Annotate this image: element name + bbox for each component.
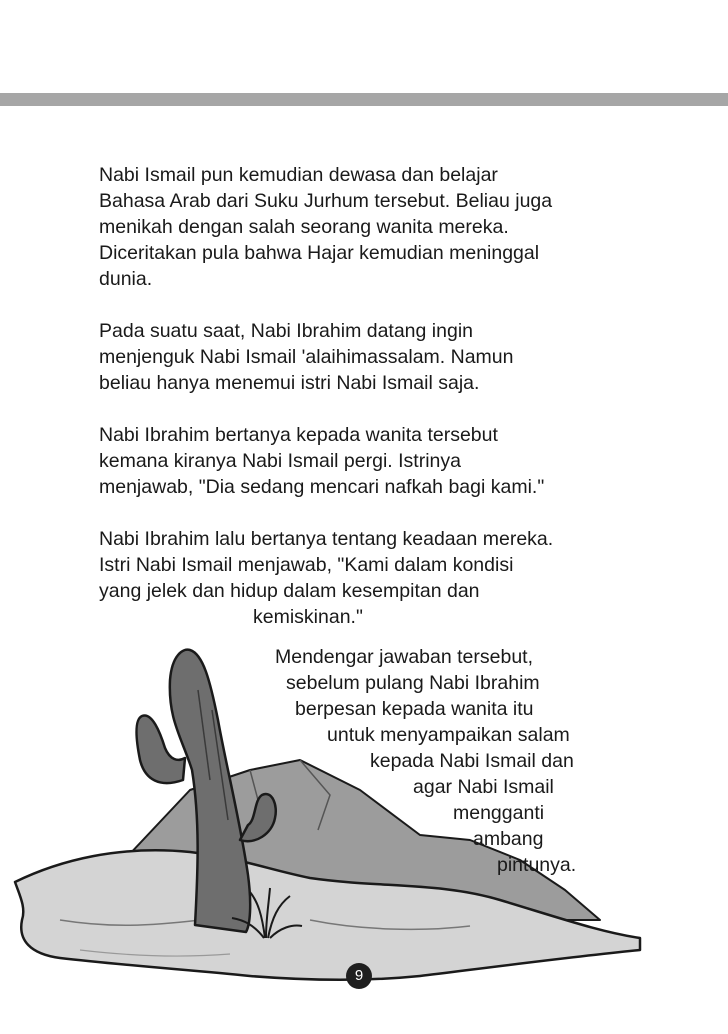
stagger-line: berpesan kepada wanita itu (295, 698, 534, 720)
page-number: 9 (346, 963, 372, 989)
stagger-line: pintunya. (497, 854, 577, 876)
paragraph-line: dunia. (99, 268, 153, 290)
paragraph-line: kemana kiranya Nabi Ismail pergi. Istrinya (99, 450, 461, 472)
paragraph-line: Diceritakan pula bahwa Hajar kemudian meninggal (99, 242, 540, 264)
paragraph-2 (99, 318, 659, 396)
stagger-line: untuk menyampaikan salam (327, 724, 570, 746)
paragraph-line: Nabi Ismail pun kemudian dewasa dan belajar (99, 164, 498, 186)
stagger-line: sebelum pulang Nabi Ibrahim (286, 672, 540, 694)
paragraph-line: yang jelek dan hidup dalam kesempitan dan (99, 580, 480, 602)
story-text (99, 162, 659, 630)
paragraph-line: menjawab, "Dia sedang mencari nafkah bagi kami." (99, 476, 545, 498)
stagger-line: kepada Nabi Ismail dan (370, 750, 574, 772)
paragraph-4 (99, 526, 659, 630)
paragraph-3 (99, 422, 659, 500)
paragraph-line: Nabi Ibrahim lalu bertanya tentang keadaan mereka. (99, 528, 554, 550)
paragraph-line: Pada suatu saat, Nabi Ibrahim datang ingin (99, 320, 473, 342)
paragraph-line: kemiskinan." (253, 606, 363, 628)
paragraph-line: Bahasa Arab dari Suku Jurhum tersebut. Beliau juga (99, 190, 553, 212)
paragraph-line: Istri Nabi Ismail menjawab, "Kami dalam kondisi (99, 554, 514, 576)
paragraph-line: menjenguk Nabi Ismail 'alaihimassalam. Namun (99, 346, 514, 368)
paragraph-line: beliau hanya menemui istri Nabi Ismail saja. (99, 372, 480, 394)
stagger-line: agar Nabi Ismail (413, 776, 554, 798)
stagger-line: ambang (473, 828, 544, 850)
stagger-line: Mendengar jawaban tersebut, (275, 646, 534, 668)
stagger-line: mengganti (453, 802, 545, 824)
paragraph-line: Nabi Ibrahim bertanya kepada wanita tersebut (99, 424, 498, 446)
header-bar (0, 93, 728, 106)
paragraph-1 (99, 162, 659, 292)
paragraph-line: menikah dengan salah seorang wanita mereka. (99, 216, 509, 238)
